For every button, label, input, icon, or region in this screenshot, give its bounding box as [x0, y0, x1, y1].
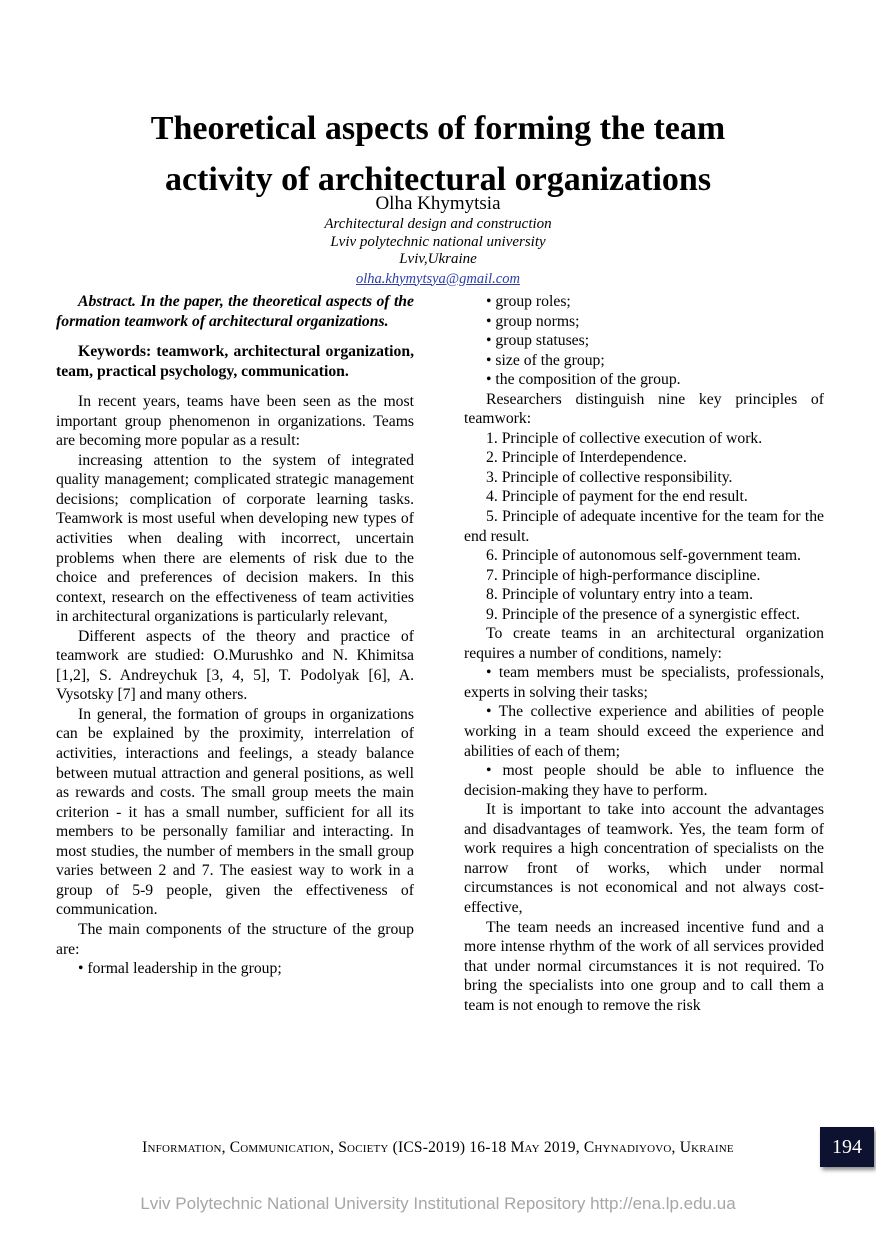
abstract-paragraph: Abstract. In the paper, the theoretical aspects of the formation teamwork of architectural organizations.	[56, 293, 414, 330]
author-block	[0, 192, 876, 288]
body-paragraph: It is important to take into account the advantages and disadvantages of teamwork. Yes, the team form of work requires a high concentration of specialists on the narrow front of works, which under normal circumstances is not economical and not always cost-effective,	[464, 801, 824, 916]
page-title-line-1: Theoretical aspects of forming the team	[150, 109, 726, 147]
numbered-item: 5. Principle of adequate incentive for the team for the end result.	[464, 508, 824, 545]
repository-watermark: Lviv Polytechnic National University Institutional Repository http://ena.lp.edu.ua	[140, 1194, 736, 1213]
body-paragraph: Researchers distinguish nine key principles of teamwork:	[464, 390, 824, 428]
numbered-item: 6. Principle of autonomous self-government team.	[486, 547, 801, 565]
body-paragraph: The main components of the structure of the group are:	[56, 920, 414, 958]
body-paragraph: To create teams in an architectural organization requires a number of conditions, namely:	[464, 625, 824, 662]
bullet-item: • group roles;	[486, 293, 571, 310]
page-title	[0, 103, 876, 205]
numbered-item: 7. Principle of high-performance discipline.	[486, 566, 761, 584]
body-paragraph: increasing attention to the system of integrated quality management; complicated strategic management decisions; complication of corporate learning tasks. Teamwork is most useful when developing new types of activities when dealing with incorrect, uncertain problems when there are elements of risk due to the choice and preferences of decision makers. In this context, research on the effectiveness of team activities in architectural organizations is particularly relevant,	[56, 451, 414, 626]
bullet-item: • most people should be able to influence the decision-making they have to perform.	[464, 762, 824, 799]
body-paragraph: In recent years, teams have been seen as the most important group phenomenon in organizations. Teams are becoming more popular as a result:	[56, 393, 414, 450]
page-number-badge: 194	[820, 1127, 874, 1167]
bullet-item: • team members must be specialists, professionals, experts in solving their tasks;	[464, 664, 824, 701]
left-column	[56, 292, 414, 979]
bullet-item: • group statuses;	[486, 332, 590, 350]
body-paragraph: In general, the formation of groups in organizations can be explained by the proximity, interrelation of activities, interactions and feelings, a steady balance between mutual attraction and general positions, as well as rewards and costs. The small group meets the main criterion - it has a small number, sufficient for all its members to be personally familiar and interacting. In most studies, the number of members in the small group varies between 2 and 7. The easiest way to work in a group of 5-9 people, given the effectiveness of communication.	[56, 705, 414, 919]
bullet-item: • The collective experience and abilities of people working in a team should exceed the experience and abilities of each of them;	[464, 703, 824, 760]
keywords-paragraph: Keywords: teamwork, architectural organization, team, practical psychology, communication.	[56, 343, 414, 380]
numbered-item: 4. Principle of payment for the end result.	[486, 488, 748, 506]
author-location: Lviv,Ukraine	[399, 251, 477, 267]
right-column	[464, 292, 824, 1015]
numbered-item: 1. Principle of collective execution of work.	[486, 429, 763, 447]
numbered-item: 3. Principle of collective responsibility.	[486, 468, 733, 486]
numbered-item: 8. Principle of voluntary entry into a team.	[486, 586, 754, 604]
numbered-item: 9. Principle of the presence of a synergistic effect.	[486, 605, 800, 623]
bullet-item: • group norms;	[486, 312, 580, 330]
numbered-item: 2. Principle of Interdependence.	[486, 449, 687, 467]
author-department: Architectural design and construction	[324, 216, 552, 232]
author-email-line	[0, 270, 876, 288]
bullet-item: • the composition of the group.	[486, 371, 681, 389]
bullet-item: • formal leadership in the group;	[78, 960, 282, 978]
conference-footer: Information, Communication, Society (ICS-2019) 16-18 May 2019, Chynadiyovo, Ukraine	[142, 1139, 734, 1156]
bullet-item: • size of the group;	[486, 351, 605, 369]
author-name: Olha Khymytsia	[375, 193, 501, 214]
author-email-link[interactable]: olha.khymytsya@gmail.com	[356, 270, 520, 287]
body-paragraph: Different aspects of the theory and practice of teamwork are studied: O.Murushko and N. Khimitsa [1,2], S. Andreychuk [3, 4, 5], T. Podolyak [6], A. Vysotsky [7] and many others.	[56, 627, 414, 704]
author-university: Lviv polytechnic national university	[330, 233, 546, 250]
body-paragraph: The team needs an increased incentive fund and a more intense rhythm of the work of all services provided that under normal circumstances it is not required. To bring the specialists into one group and to call them a team is not enough to remove the risk	[464, 918, 824, 1014]
page-title-line-2: activity of architectural organizations	[164, 160, 712, 198]
